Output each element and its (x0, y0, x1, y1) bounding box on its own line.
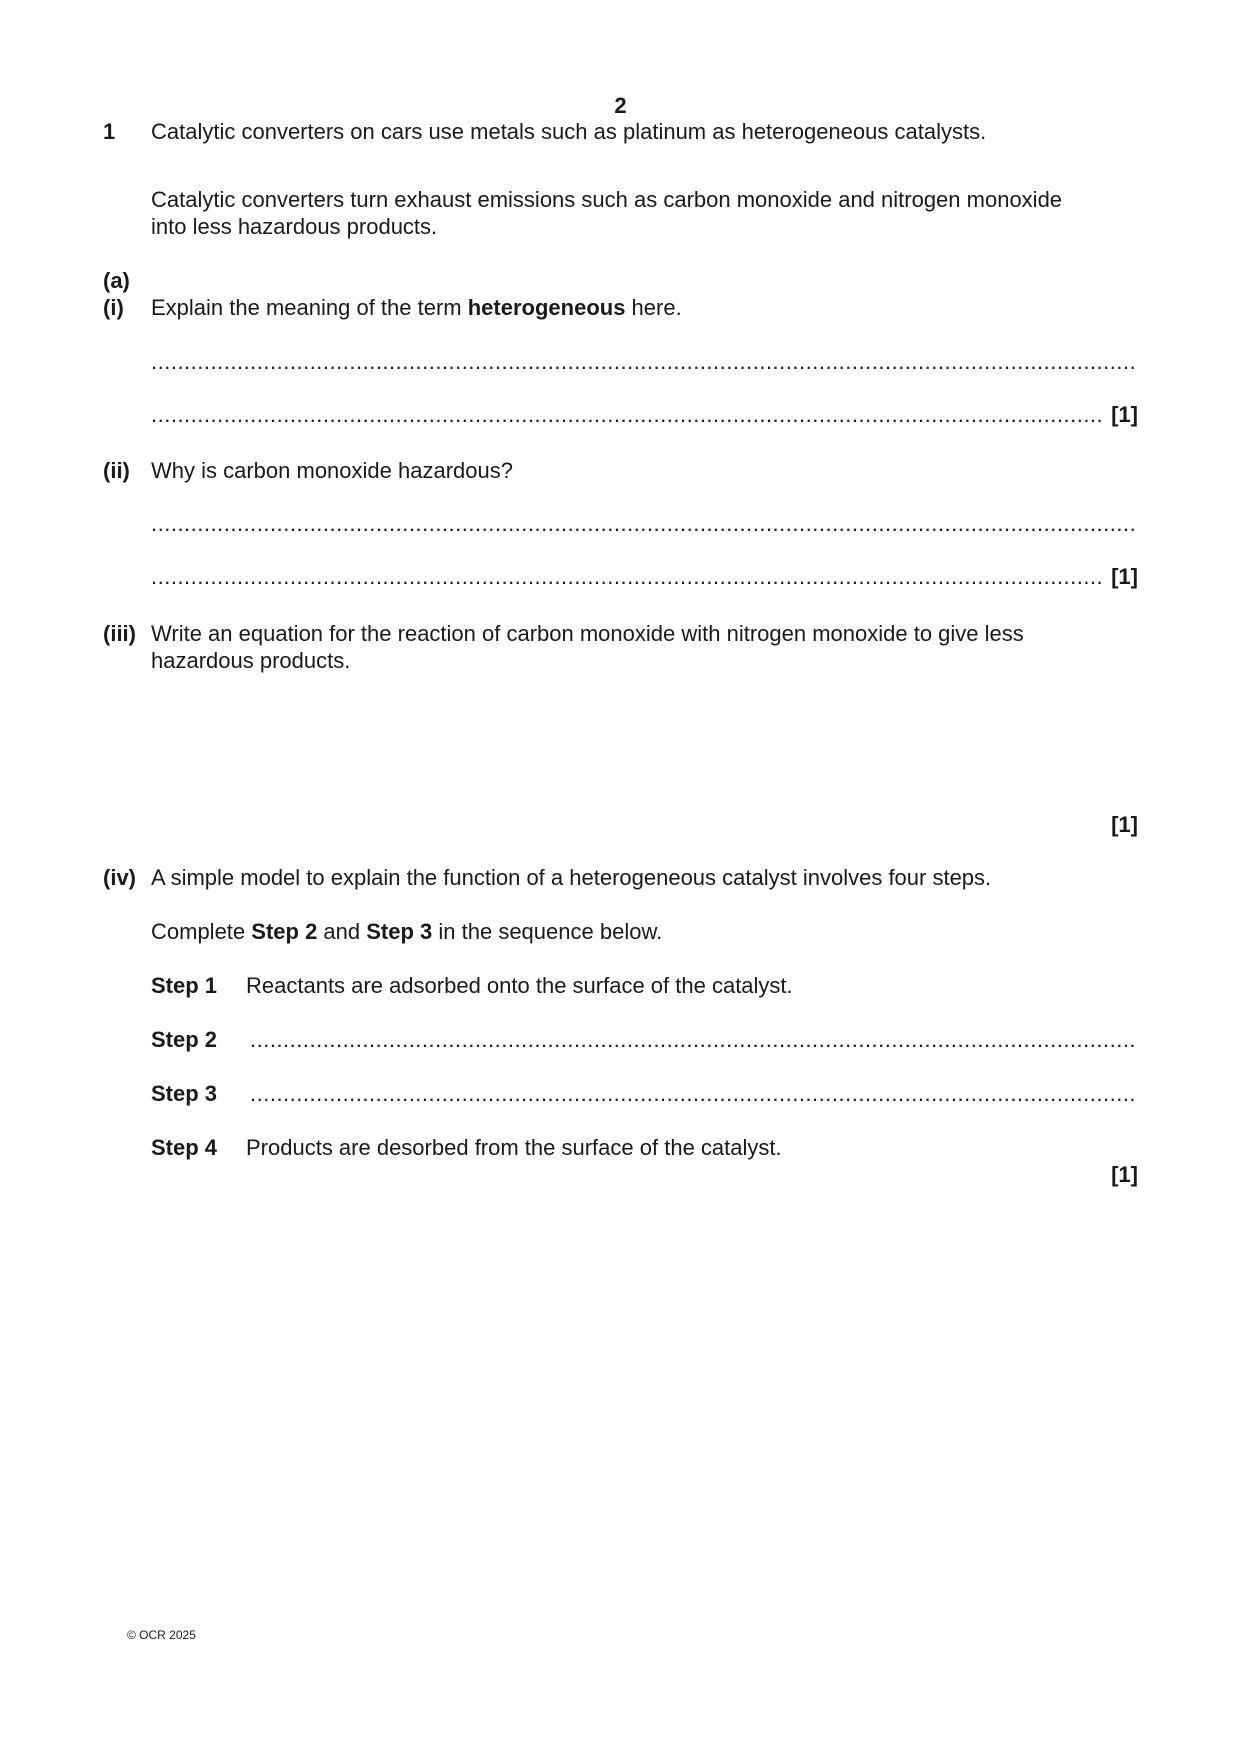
part-label-iv: (iv) (103, 865, 136, 890)
part-label-iii: (iii) (103, 621, 136, 646)
instruction-text: and (317, 919, 367, 944)
mark-i: [1] (1111, 402, 1138, 427)
part-label-a: (a) (103, 268, 130, 293)
part-label-ii: (ii) (103, 458, 130, 483)
answer-line-i-2[interactable] (151, 401, 1138, 428)
dotted-line (151, 563, 1105, 590)
copyright-footer: © OCR 2025 (127, 1628, 196, 1642)
dotted-line (250, 1080, 1138, 1107)
part-iv-question: A simple model to explain the function of a heterogeneous catalyst involves four steps. (151, 865, 992, 890)
dotted-line (151, 401, 1105, 428)
dotted-line (250, 1026, 1138, 1053)
step-1-text: Reactants are adsorbed onto the surface of the catalyst. (246, 973, 793, 998)
part-i-term: heterogeneous (467, 295, 626, 320)
step-1-label: Step 1 (151, 973, 218, 998)
part-ii-question: Why is carbon monoxide hazardous? (151, 458, 513, 483)
instruction-step-2: Step 2 (251, 919, 318, 944)
equation-answer-space[interactable] (151, 680, 1138, 800)
page-number: 2 (614, 93, 627, 118)
mark-iii: [1] (1111, 812, 1138, 837)
question-intro-2a: Catalytic converters turn exhaust emissions such as carbon monoxide and nitrogen monoxide (151, 187, 1063, 212)
step-3-answer-line[interactable] (250, 1080, 1138, 1107)
step-4-text: Products are desorbed from the surface of the catalyst. (246, 1135, 782, 1160)
answer-line-ii-2[interactable] (151, 563, 1138, 590)
step-3-label: Step 3 (151, 1081, 218, 1106)
part-iii-question-b: hazardous products. (151, 648, 351, 673)
mark-ii: [1] (1111, 564, 1138, 589)
answer-line-i-1[interactable] (151, 348, 1138, 375)
question-number: 1 (103, 119, 116, 144)
part-i-text: Explain the meaning of the term (151, 295, 468, 320)
question-intro-2b: into less hazardous products. (151, 214, 438, 239)
step-4-label: Step 4 (151, 1135, 218, 1160)
step-2-answer-line[interactable] (250, 1026, 1138, 1053)
question-intro-1: Catalytic converters on cars use metals such as platinum as heterogeneous catalysts. (151, 119, 987, 144)
answer-line-ii-1[interactable] (151, 510, 1138, 537)
instruction-step-3: Step 3 (366, 919, 433, 944)
part-i-text-end: here. (625, 295, 682, 320)
part-label-i: (i) (103, 295, 124, 320)
dotted-line (151, 348, 1138, 375)
part-iv-instruction (151, 918, 1141, 945)
instruction-text: in the sequence below. (432, 919, 663, 944)
part-i-question (151, 294, 1141, 321)
part-iii-question-a: Write an equation for the reaction of carbon monoxide with nitrogen monoxide to give less (151, 621, 1024, 646)
dotted-line (151, 510, 1138, 537)
step-2-label: Step 2 (151, 1027, 218, 1052)
mark-iv: [1] (1111, 1162, 1138, 1187)
instruction-text: Complete (151, 919, 252, 944)
